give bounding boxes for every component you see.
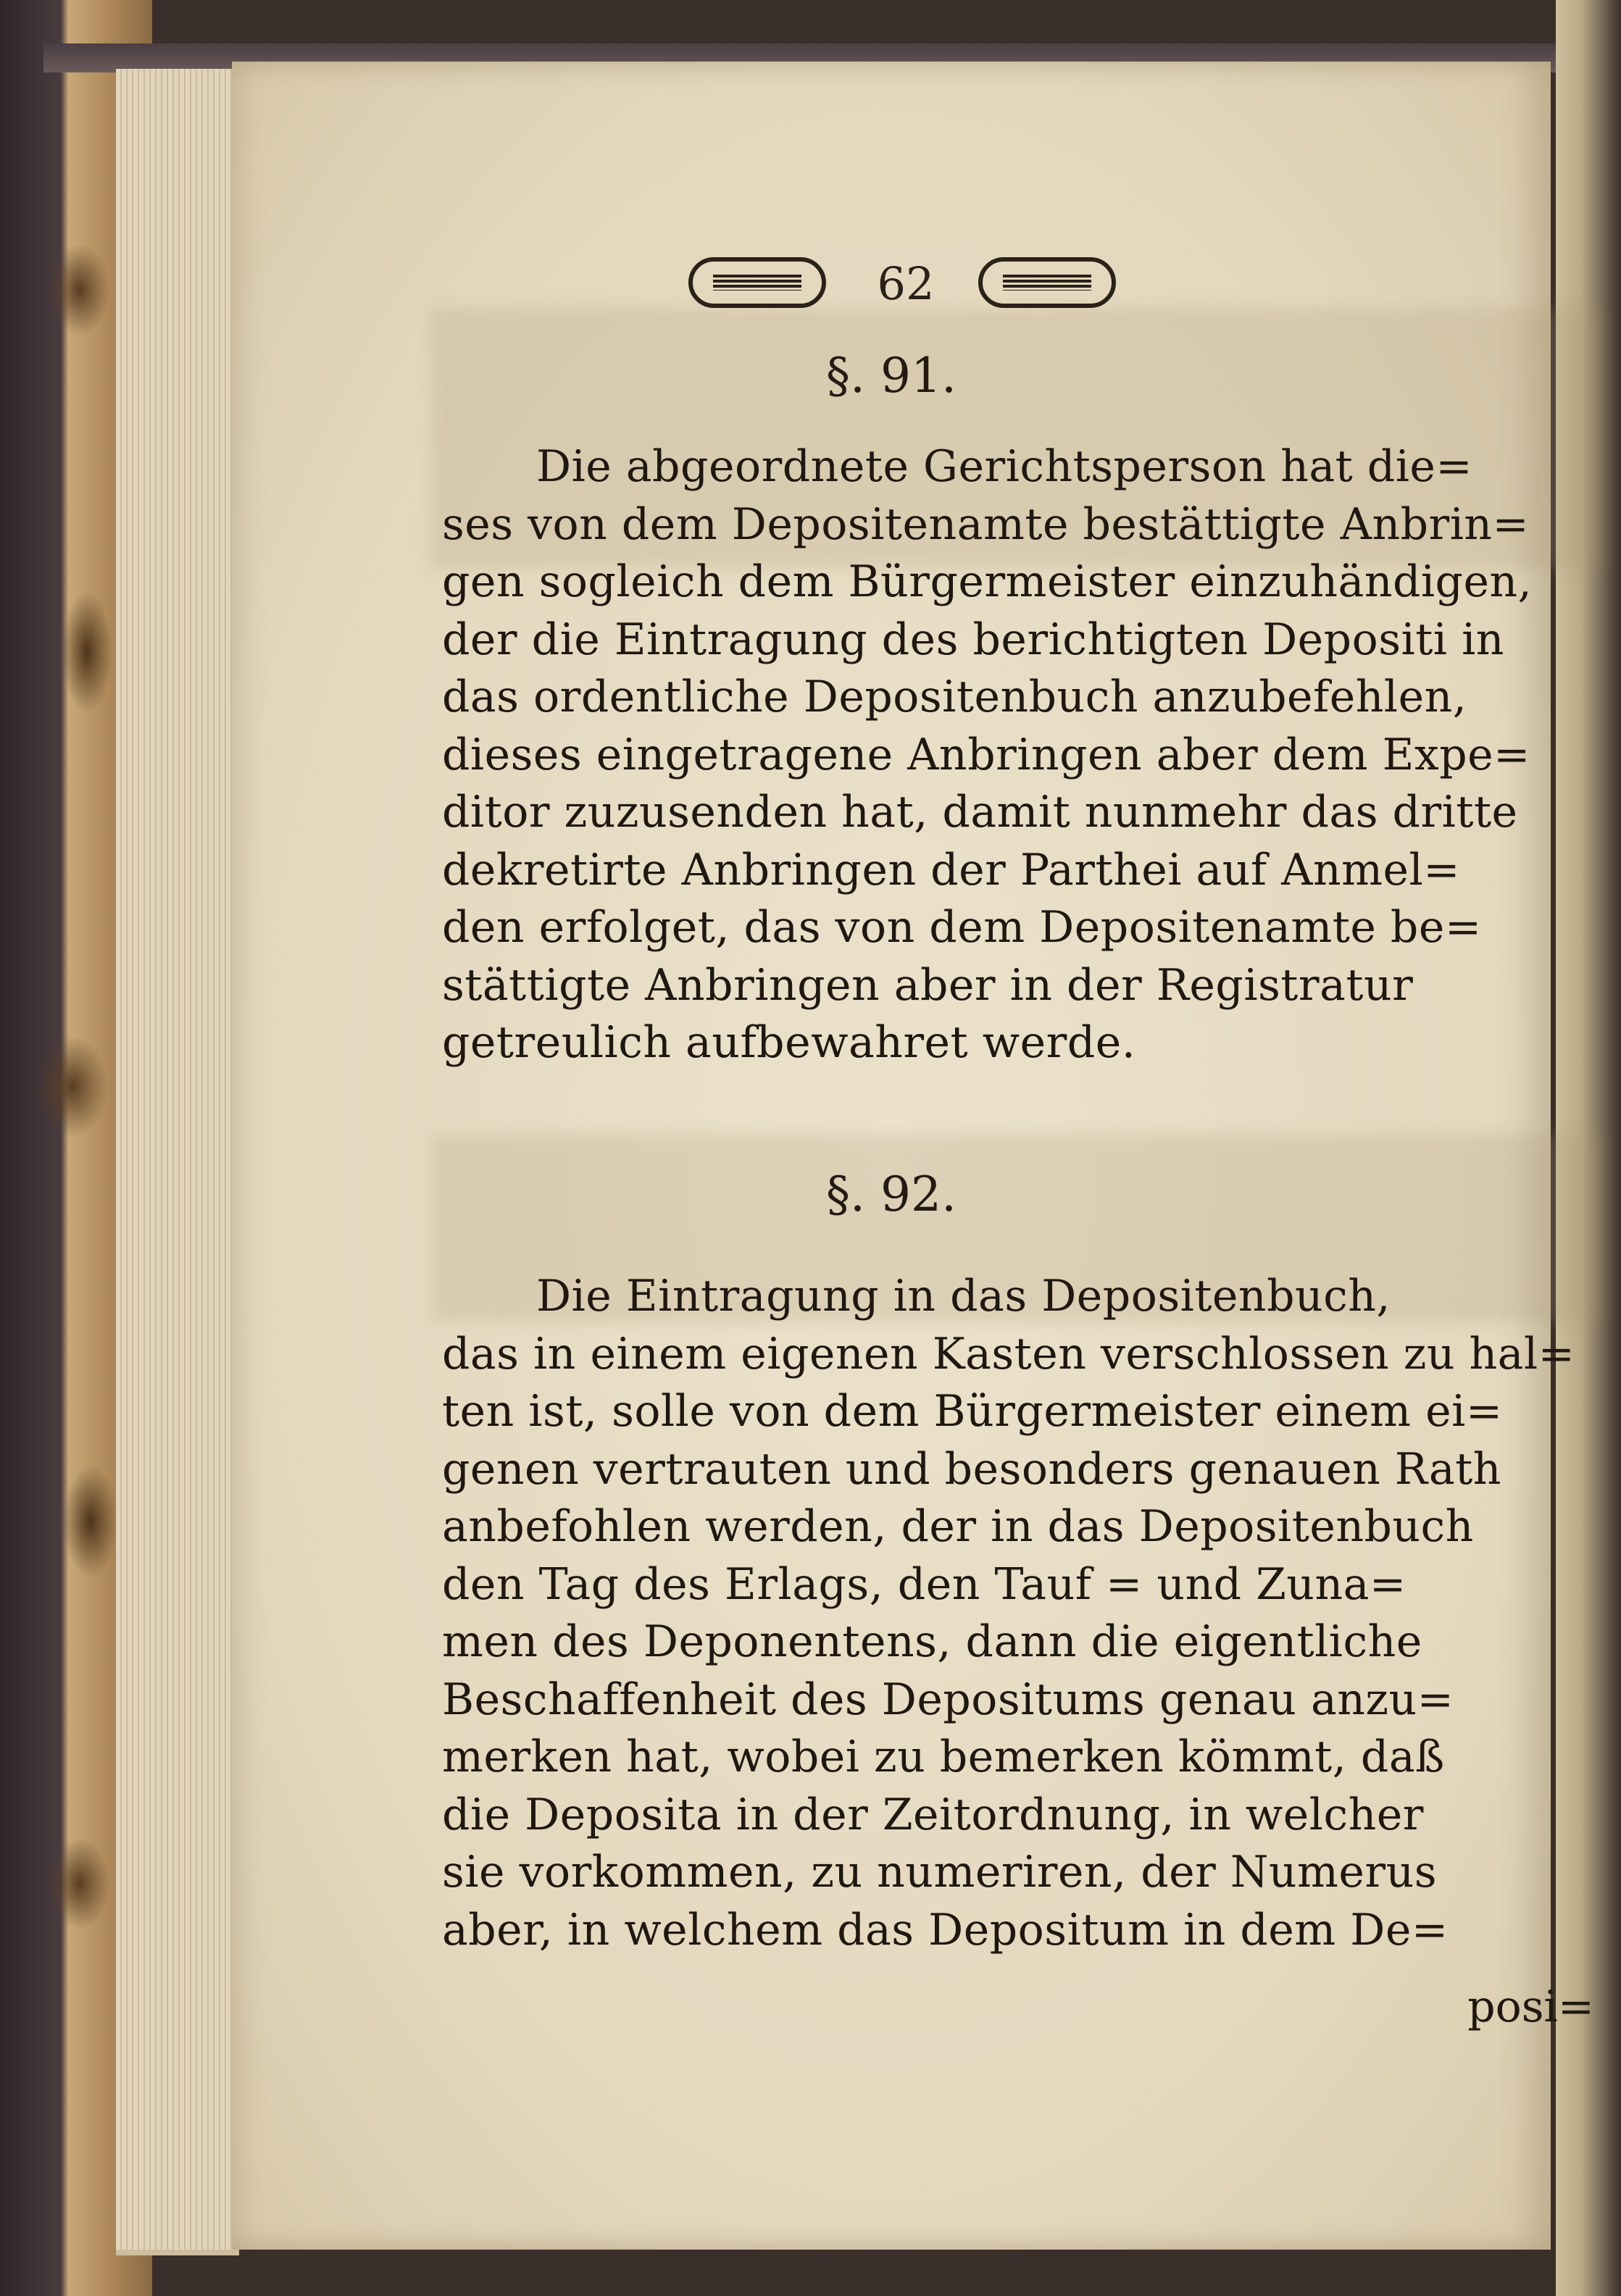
page-header [232,243,1551,330]
text-line: ses von dem Depositenamte bestättigte Anbrin= [442,498,1530,550]
text-line: anbefohlen werden, der in das Depositenbuch [442,1501,1474,1552]
text-line: Die abgeordnete Gerichtsperson hat die= [536,441,1473,492]
page-edges [116,69,239,2255]
text-line: ten ist, solle von dem Bürgermeister einem ei= [442,1386,1503,1437]
text-line: der die Eintragung des berichtigten Depositi in [442,614,1504,665]
text-line: merken hat, wobei zu bemerken kömmt, daß [442,1732,1445,1782]
text-line: den erfolget, das von dem Depositenamte be= [442,902,1482,953]
text-line: das in einem eigenen Kasten verschlossen zu hal= [442,1328,1575,1379]
text-line: genen vertrauten und besonders genauen Rath [442,1443,1501,1495]
section-92-paragraph [442,1268,1598,1959]
text-line: Die Eintragung in das Depositenbuch, [536,1271,1391,1322]
text-line: die Deposita in der Zeitordnung, in welcher [442,1789,1424,1840]
catchword: posi= [1467,1982,1594,2032]
book-page [232,62,1594,2250]
section-heading: §. 92. [826,1166,957,1222]
page-number: 62 [877,257,935,310]
text-line: gen sogleich dem Bürgermeister einzuhändigen, [442,556,1533,607]
text-line: ditor zuzusenden hat, damit nunmehr das dritte [442,787,1518,838]
text-line: Beschaffenheit des Depositums genau anzu= [442,1674,1454,1725]
text-line: stättigte Anbringen aber in der Registratur [442,959,1414,1011]
text-line: sie vorkommen, zu numeriren, der Numerus [442,1847,1438,1898]
section-heading: §. 91. [826,348,957,404]
ornament-icon [978,257,1116,308]
text-line: dieses eingetragene Anbringen aber dem Expe= [442,729,1530,780]
ornament-icon [688,257,826,308]
text-line: aber, in welchem das Depositum in dem De= [442,1904,1449,1955]
text-line: das ordentliche Depositenbuch anzubefehlen, [442,672,1467,722]
text-line: men des Deponentens, dann die eigentliche [442,1616,1422,1667]
section-91-paragraph [442,438,1598,1072]
text-line: dekretirte Anbringen der Parthei auf Anmel= [442,844,1461,896]
text-line: getreulich aufbewahret werde. [442,1017,1136,1068]
text-line: den Tag des Erlags, den Tauf = und Zuna= [442,1558,1407,1610]
